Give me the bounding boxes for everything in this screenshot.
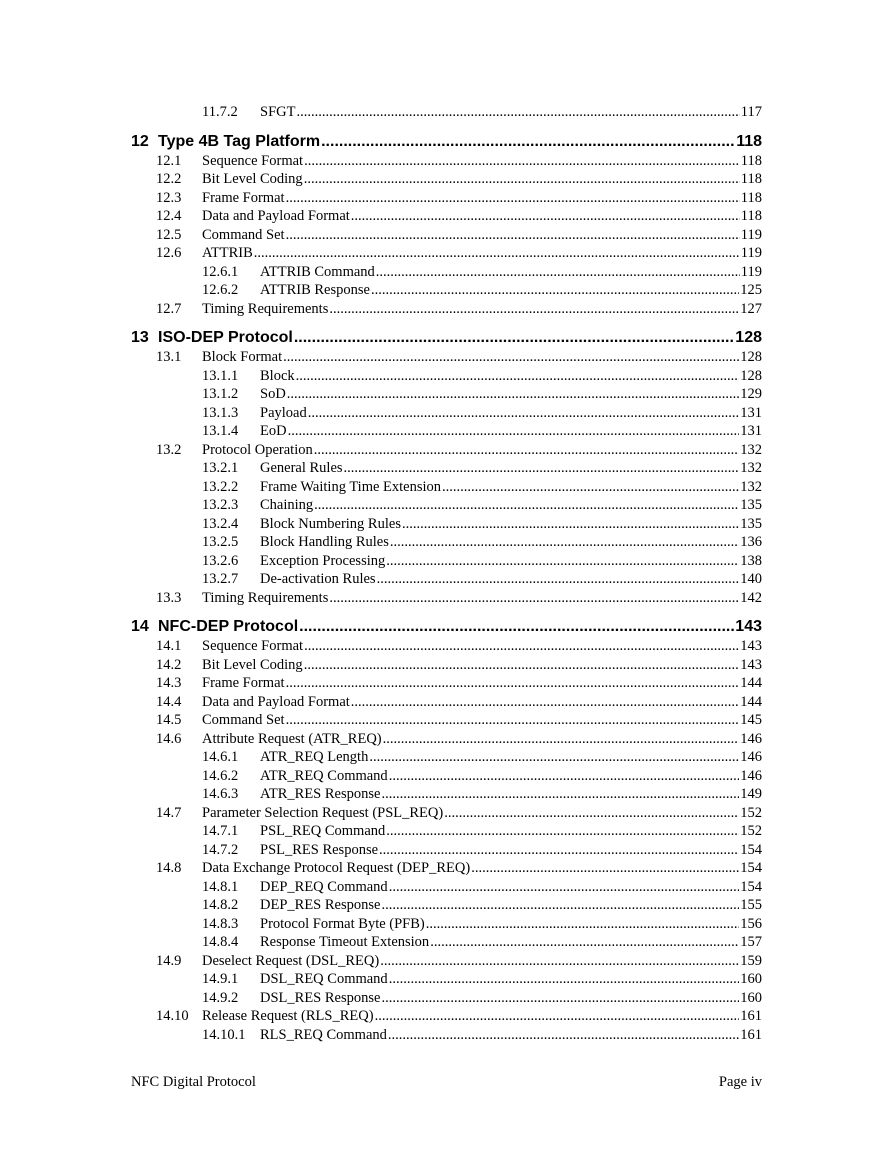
toc-dot-leader <box>351 208 740 225</box>
toc-entry-title: Frame Waiting Time Extension <box>260 478 442 495</box>
toc-dot-leader <box>304 657 740 674</box>
toc-entry-title: ATR_REQ Length <box>260 749 369 765</box>
toc-entry-label <box>131 618 298 636</box>
toc-dot-leader <box>286 190 740 207</box>
toc-entry-label <box>131 264 375 281</box>
toc-subsection-entry[interactable] <box>131 971 762 990</box>
toc-entry-label <box>131 731 382 748</box>
toc-dot-leader <box>314 497 739 514</box>
toc-section-entry[interactable] <box>131 805 762 824</box>
toc-entry-label <box>131 860 470 877</box>
toc-entry-title: Timing Requirements <box>202 300 329 317</box>
toc-entry-title: Bit Level Coding <box>202 171 303 187</box>
toc-entry-page: 138 <box>740 552 762 569</box>
toc-entry-page: 146 <box>740 749 762 765</box>
toc-dot-leader <box>283 349 739 366</box>
toc-subsection-entry[interactable] <box>131 1027 762 1046</box>
toc-entry-label <box>131 590 328 607</box>
toc-entry-label <box>131 245 253 262</box>
toc-section-entry[interactable] <box>131 171 762 190</box>
toc-dot-leader <box>351 694 739 711</box>
toc-subsection-entry[interactable] <box>131 460 762 479</box>
toc-subsection-entry[interactable] <box>131 516 762 535</box>
toc-section-entry[interactable] <box>131 442 762 461</box>
toc-entry-title: Chaining <box>260 497 314 513</box>
toc-section-entry[interactable] <box>131 657 762 676</box>
toc-entry-title: SoD <box>260 386 286 402</box>
toc-entry-page: 154 <box>740 841 762 858</box>
toc-dot-leader <box>471 860 739 877</box>
toc-entry-number: 14.7.2 <box>202 841 239 858</box>
toc-dot-leader <box>389 971 740 988</box>
toc-dot-leader <box>296 104 739 121</box>
toc-entry-number: 11.7.2 <box>202 104 238 120</box>
toc-entry-page: 143 <box>740 656 762 673</box>
toc-dot-leader <box>388 1027 739 1044</box>
toc-entry-number: 14.4 <box>156 693 182 710</box>
toc-section-entry[interactable] <box>131 301 762 320</box>
toc-entry-label <box>131 768 388 785</box>
toc-section-entry[interactable] <box>131 953 762 972</box>
toc-entry-page: 129 <box>740 386 762 402</box>
toc-entry-label <box>131 460 343 477</box>
toc-entry-number: 14.8 <box>156 860 182 876</box>
toc-entry-title: Block Numbering Rules <box>260 515 401 532</box>
toc-entry-number: 13.1.2 <box>202 386 239 402</box>
toc-entry-page: 161 <box>740 1008 762 1024</box>
toc-dot-leader <box>390 534 739 551</box>
toc-dot-leader <box>442 479 739 496</box>
toc-section-entry[interactable] <box>131 153 762 172</box>
page-footer <box>131 1074 762 1091</box>
toc-entry-number: 13.2 <box>156 441 182 458</box>
toc-entry-page: 127 <box>740 300 762 317</box>
toc-entry-number: 13 <box>131 329 149 346</box>
toc-dot-leader <box>321 133 735 151</box>
toc-entry-label <box>131 301 328 318</box>
toc-entry-label <box>131 1008 374 1025</box>
toc-entry-number: 13.2.1 <box>202 460 239 476</box>
toc-entry-title: Data and Payload Format <box>202 693 350 710</box>
toc-dot-leader <box>386 553 739 570</box>
toc-section-entry[interactable] <box>131 675 762 694</box>
toc-entry-title: Command Set <box>202 226 285 243</box>
toc-entry-page: 119 <box>740 245 762 261</box>
toc-entry-title: De-activation Rules <box>260 571 376 587</box>
toc-entry-title: Payload <box>260 404 307 421</box>
toc-entry-label <box>131 675 285 692</box>
toc-entry-page: 149 <box>740 786 762 802</box>
toc-dot-leader <box>344 460 740 477</box>
toc-entry-number: 13.2.2 <box>202 478 239 495</box>
toc-entry-number: 14.9 <box>156 952 182 969</box>
toc-entry-title: Deselect Request (DSL_REQ) <box>202 952 380 969</box>
toc-entry-label <box>131 897 380 914</box>
toc-entry-title: DEP_RES Response <box>260 897 381 913</box>
toc-entry-page: 131 <box>740 423 762 439</box>
toc-dot-leader <box>375 1008 740 1025</box>
toc-section-entry[interactable] <box>131 227 762 246</box>
toc-entry-title: ATTRIB <box>202 245 253 261</box>
toc-entry-label <box>131 916 425 933</box>
toc-entry-number: 13.1.1 <box>202 367 239 384</box>
toc-subsection-entry[interactable] <box>131 553 762 572</box>
toc-section-entry[interactable] <box>131 590 762 609</box>
toc-entry-page: 159 <box>740 952 762 969</box>
toc-entry-page: 146 <box>740 730 762 747</box>
toc-dot-leader <box>288 423 740 440</box>
toc-entry-number: 13.2.7 <box>202 571 239 587</box>
toc-entry-title: SFGT <box>260 104 296 120</box>
toc-entry-page: 156 <box>740 915 762 932</box>
toc-entry-page: 118 <box>740 152 762 169</box>
toc-entry-number: 13.2.3 <box>202 497 239 513</box>
toc-entry-page: 132 <box>740 478 762 495</box>
toc-entry-label <box>131 712 285 729</box>
toc-chapter-entry[interactable] <box>131 329 762 348</box>
toc-section-entry[interactable] <box>131 349 762 368</box>
toc-entry-number: 14.10 <box>156 1008 189 1024</box>
toc-dot-leader <box>376 264 740 281</box>
toc-entry-page: 145 <box>740 712 762 728</box>
toc-entry-page: 118 <box>740 189 762 206</box>
toc-entry-label <box>131 786 380 803</box>
toc-subsection-entry[interactable] <box>131 749 762 768</box>
toc-subsection-entry[interactable] <box>131 423 762 442</box>
toc-entry-label <box>131 553 385 570</box>
toc-entry-label <box>131 497 313 514</box>
toc-section-entry[interactable] <box>131 208 762 227</box>
toc-entry-title: Type 4B Tag Platform <box>158 132 321 150</box>
toc-entry-number: 14.8.3 <box>202 915 239 932</box>
toc-entry-page: 131 <box>740 404 762 421</box>
toc-entry-label <box>131 282 370 299</box>
toc-entry-title: RLS_REQ Command <box>260 1026 387 1043</box>
toc-entry-title: PSL_RES Response <box>260 841 379 858</box>
footer-page-number: Page iv <box>718 1074 762 1090</box>
toc-entry-label <box>131 1027 387 1044</box>
toc-subsection-entry[interactable] <box>131 571 762 590</box>
toc-subsection-entry[interactable] <box>131 990 762 1009</box>
toc-entry-label <box>131 405 307 422</box>
toc-dot-leader <box>381 897 739 914</box>
toc-entry-title: PSL_REQ Command <box>260 823 386 839</box>
toc-section-entry[interactable] <box>131 190 762 209</box>
toc-entry-page: 132 <box>740 441 762 458</box>
toc-subsection-entry[interactable] <box>131 823 762 842</box>
toc-entry-number: 14.8.4 <box>202 934 239 950</box>
toc-section-entry[interactable] <box>131 712 762 731</box>
toc-dot-leader <box>402 516 739 533</box>
toc-entry-title: Data and Payload Format <box>202 208 350 224</box>
toc-entry-number: 14.7 <box>156 804 182 821</box>
toc-entry-number: 12.1 <box>156 152 182 169</box>
toc-entry-number: 14.2 <box>156 656 182 673</box>
toc-entry-page: 143 <box>740 638 762 654</box>
toc-entry-number: 14.5 <box>156 712 182 728</box>
toc-entry-label <box>131 823 385 840</box>
toc-entry-page: 119 <box>740 263 762 280</box>
toc-subsection-entry[interactable] <box>131 282 762 301</box>
toc-entry-page: 161 <box>740 1026 762 1043</box>
toc-dot-leader <box>329 301 739 318</box>
toc-entry-page: 125 <box>740 282 762 298</box>
toc-entry-number: 13.1.4 <box>202 423 239 439</box>
toc-entry-title: Frame Format <box>202 189 285 206</box>
toc-section-entry[interactable] <box>131 1008 762 1027</box>
toc-subsection-entry[interactable] <box>131 405 762 424</box>
toc-entry-label <box>131 349 282 366</box>
toc-dot-leader <box>329 590 739 607</box>
toc-entry-number: 13.2.6 <box>202 552 239 569</box>
toc-entry-number: 12.5 <box>156 226 182 243</box>
toc-entry-title: Parameter Selection Request (PSL_REQ) <box>202 804 444 821</box>
toc-subsection-entry[interactable] <box>131 916 762 935</box>
toc-entry-number: 13.1.3 <box>202 404 239 421</box>
toc-subsection-entry[interactable] <box>131 534 762 553</box>
toc-entry-label <box>131 971 388 988</box>
toc-entry-page: 144 <box>740 693 762 710</box>
toc-entry-number: 12.6.1 <box>202 263 239 280</box>
toc-entry-page: 154 <box>740 878 762 895</box>
toc-entry-page: 160 <box>740 989 762 1006</box>
toc-entry-label <box>131 638 303 655</box>
toc-entry-page: 155 <box>740 897 762 913</box>
toc-chapter-entry[interactable] <box>131 133 762 152</box>
toc-entry-number: 14.6.1 <box>202 749 239 765</box>
toc-dot-leader <box>377 571 740 588</box>
toc-entry-label <box>131 990 380 1007</box>
toc-dot-leader <box>294 329 734 347</box>
toc-entry-label <box>131 953 379 970</box>
toc-entry-page: 128 <box>740 367 762 384</box>
toc-entry-label <box>131 329 293 347</box>
toc-entry-title: Exception Processing <box>260 552 386 569</box>
toc-dot-leader <box>308 405 740 422</box>
toc-entry-label <box>131 368 295 385</box>
toc-entry-label <box>131 516 401 533</box>
toc-entry-title: Block Format <box>202 349 283 365</box>
toc-entry-label <box>131 479 441 496</box>
toc-entry-title: Block Handling Rules <box>260 534 389 550</box>
toc-dot-leader <box>379 842 739 859</box>
toc-entry-number: 14.8.2 <box>202 897 239 913</box>
toc-entry-title: DSL_REQ Command <box>260 971 388 987</box>
toc-dot-leader <box>287 386 739 403</box>
toc-entry-title: Command Set <box>202 712 285 728</box>
toc-entry-number: 12.4 <box>156 208 182 224</box>
toc-entry-number: 13.2.5 <box>202 534 239 550</box>
toc-entry-number: 14.9.2 <box>202 989 239 1006</box>
toc-entry-number: 14.9.1 <box>202 971 239 987</box>
toc-subsection-entry[interactable] <box>131 842 762 861</box>
toc-entry-title: Attribute Request (ATR_REQ) <box>202 730 382 747</box>
toc-entry-page: 128 <box>740 349 762 365</box>
toc-entry-number: 14.6.3 <box>202 786 239 802</box>
toc-entry-title: Release Request (RLS_REQ) <box>202 1008 374 1024</box>
toc-entry-label <box>131 104 295 121</box>
toc-entry-page: 135 <box>740 497 762 513</box>
toc-dot-leader <box>380 953 739 970</box>
toc-entry-title: Response Timeout Extension <box>260 934 430 950</box>
toc-entry-title: ATR_RES Response <box>260 786 381 802</box>
toc-dot-leader <box>299 618 734 636</box>
toc-entry-number: 13.1 <box>156 349 182 365</box>
toc-subsection-entry[interactable] <box>131 479 762 498</box>
toc-entry-label <box>131 749 368 766</box>
toc-entry-number: 12.6.2 <box>202 282 239 298</box>
toc-subsection-entry[interactable] <box>131 768 762 787</box>
toc-section-entry[interactable] <box>131 245 762 264</box>
toc-dot-leader <box>444 805 739 822</box>
toc-subsection-entry[interactable] <box>131 786 762 805</box>
toc-entry-number: 13.3 <box>156 589 182 606</box>
toc-dot-leader <box>430 934 739 951</box>
toc-dot-leader <box>254 245 740 262</box>
toc-entry-label <box>131 442 313 459</box>
toc-dot-leader <box>389 768 740 785</box>
toc-entry-number: 14 <box>131 618 149 635</box>
toc-entry-number: 14.8.1 <box>202 878 239 895</box>
toc-entry-label <box>131 133 320 151</box>
toc-dot-leader <box>371 282 739 299</box>
toc-entry-label <box>131 190 285 207</box>
toc-entry-number: 14.3 <box>156 675 182 691</box>
toc-entry-label <box>131 227 285 244</box>
toc-entry-label <box>131 879 388 896</box>
toc-dot-leader <box>286 675 740 692</box>
toc-entry-label <box>131 657 303 674</box>
toc-entry-label <box>131 423 287 440</box>
toc-entry-number: 14.7.1 <box>202 823 239 839</box>
toc-entry-number: 14.6.2 <box>202 767 239 784</box>
toc-section-entry[interactable] <box>131 860 762 879</box>
toc-entry-page: 136 <box>740 534 762 550</box>
toc-entry-title: ISO-DEP Protocol <box>158 329 293 346</box>
toc-entry-title: ATR_REQ Command <box>260 767 388 784</box>
toc-entry-label <box>131 694 350 711</box>
toc-entry-number: 12.7 <box>156 300 182 317</box>
toc-entry-number: 12 <box>131 132 149 150</box>
toc-entry-page: 119 <box>740 226 762 243</box>
toc-section-entry[interactable] <box>131 731 762 750</box>
toc-entry-number: 13.2.4 <box>202 515 239 532</box>
toc-dot-leader <box>381 990 739 1007</box>
toc-entry-title: Data Exchange Protocol Request (DEP_REQ) <box>202 860 471 876</box>
toc-dot-leader <box>304 638 739 655</box>
toc-entry-page: 143 <box>735 618 762 635</box>
toc-entry-label <box>131 171 303 188</box>
toc-entry-title: Timing Requirements <box>202 589 329 606</box>
toc-dot-leader <box>314 442 740 459</box>
toc-dot-leader <box>286 712 740 729</box>
toc-section-entry[interactable] <box>131 638 762 657</box>
toc-dot-leader <box>304 171 740 188</box>
toc-subsection-entry[interactable] <box>131 879 762 898</box>
toc-entry-page: 152 <box>740 823 762 839</box>
table-of-contents <box>131 104 762 1045</box>
toc-entry-page: 142 <box>740 589 762 606</box>
toc-entry-label <box>131 208 350 225</box>
toc-entry-number: 14.1 <box>156 638 182 654</box>
toc-entry-label <box>131 934 429 951</box>
toc-entry-label <box>131 805 443 822</box>
toc-entry-page: 117 <box>740 104 762 120</box>
toc-entry-number: 12.3 <box>156 189 182 206</box>
toc-entry-page: 152 <box>740 804 762 821</box>
toc-entry-page: 140 <box>740 571 762 587</box>
toc-chapter-entry[interactable] <box>131 618 762 637</box>
toc-dot-leader <box>381 786 739 803</box>
toc-entry-title: ATTRIB Response <box>260 282 370 298</box>
toc-dot-leader <box>386 823 739 840</box>
toc-entry-number: 12.2 <box>156 171 182 187</box>
toc-entry-title: Frame Format <box>202 675 285 691</box>
toc-dot-leader <box>286 227 740 244</box>
toc-entry-number: 14.10.1 <box>202 1026 246 1043</box>
toc-section-entry[interactable] <box>131 694 762 713</box>
toc-entry-title: Bit Level Coding <box>202 656 303 673</box>
toc-subsection-entry[interactable] <box>131 104 762 123</box>
toc-entry-label <box>131 842 378 859</box>
toc-entry-title: Block <box>260 367 295 384</box>
toc-dot-leader <box>426 916 740 933</box>
toc-entry-page: 157 <box>740 934 762 950</box>
toc-dot-leader <box>369 749 739 766</box>
toc-dot-leader <box>296 368 740 385</box>
toc-entry-title: DEP_REQ Command <box>260 878 388 895</box>
toc-subsection-entry[interactable] <box>131 386 762 405</box>
toc-entry-page: 118 <box>740 208 762 224</box>
toc-entry-title: Sequence Format <box>202 152 304 169</box>
toc-entry-page: 154 <box>740 860 762 876</box>
toc-entry-page: 146 <box>740 767 762 784</box>
toc-dot-leader <box>383 731 740 748</box>
toc-subsection-entry[interactable] <box>131 897 762 916</box>
footer-document-title: NFC Digital Protocol <box>131 1074 256 1090</box>
toc-entry-title: Sequence Format <box>202 638 304 654</box>
toc-entry-page: 118 <box>736 132 762 150</box>
toc-subsection-entry[interactable] <box>131 368 762 387</box>
toc-entry-label <box>131 153 303 170</box>
toc-entry-title: ATTRIB Command <box>260 263 375 280</box>
toc-entry-label <box>131 571 376 588</box>
toc-entry-title: NFC-DEP Protocol <box>158 618 299 635</box>
toc-entry-page: 144 <box>740 675 762 691</box>
toc-entry-page: 132 <box>740 460 762 476</box>
toc-entry-page: 118 <box>740 171 762 187</box>
toc-entry-title: DSL_RES Response <box>260 989 381 1006</box>
toc-entry-title: Protocol Format Byte (PFB) <box>260 915 425 932</box>
toc-subsection-entry[interactable] <box>131 934 762 953</box>
toc-dot-leader <box>389 879 740 896</box>
toc-entry-page: 128 <box>735 329 762 346</box>
toc-entry-number: 14.6 <box>156 730 182 747</box>
toc-subsection-entry[interactable] <box>131 497 762 516</box>
toc-entry-label <box>131 534 389 551</box>
toc-entry-title: General Rules <box>260 460 343 476</box>
toc-entry-page: 135 <box>740 515 762 532</box>
toc-entry-label <box>131 386 286 403</box>
toc-entry-page: 160 <box>740 971 762 987</box>
toc-dot-leader <box>304 153 740 170</box>
toc-entry-title: Protocol Operation <box>202 441 313 458</box>
toc-entry-title: EoD <box>260 423 287 439</box>
toc-entry-number: 12.6 <box>156 245 182 261</box>
toc-subsection-entry[interactable] <box>131 264 762 283</box>
